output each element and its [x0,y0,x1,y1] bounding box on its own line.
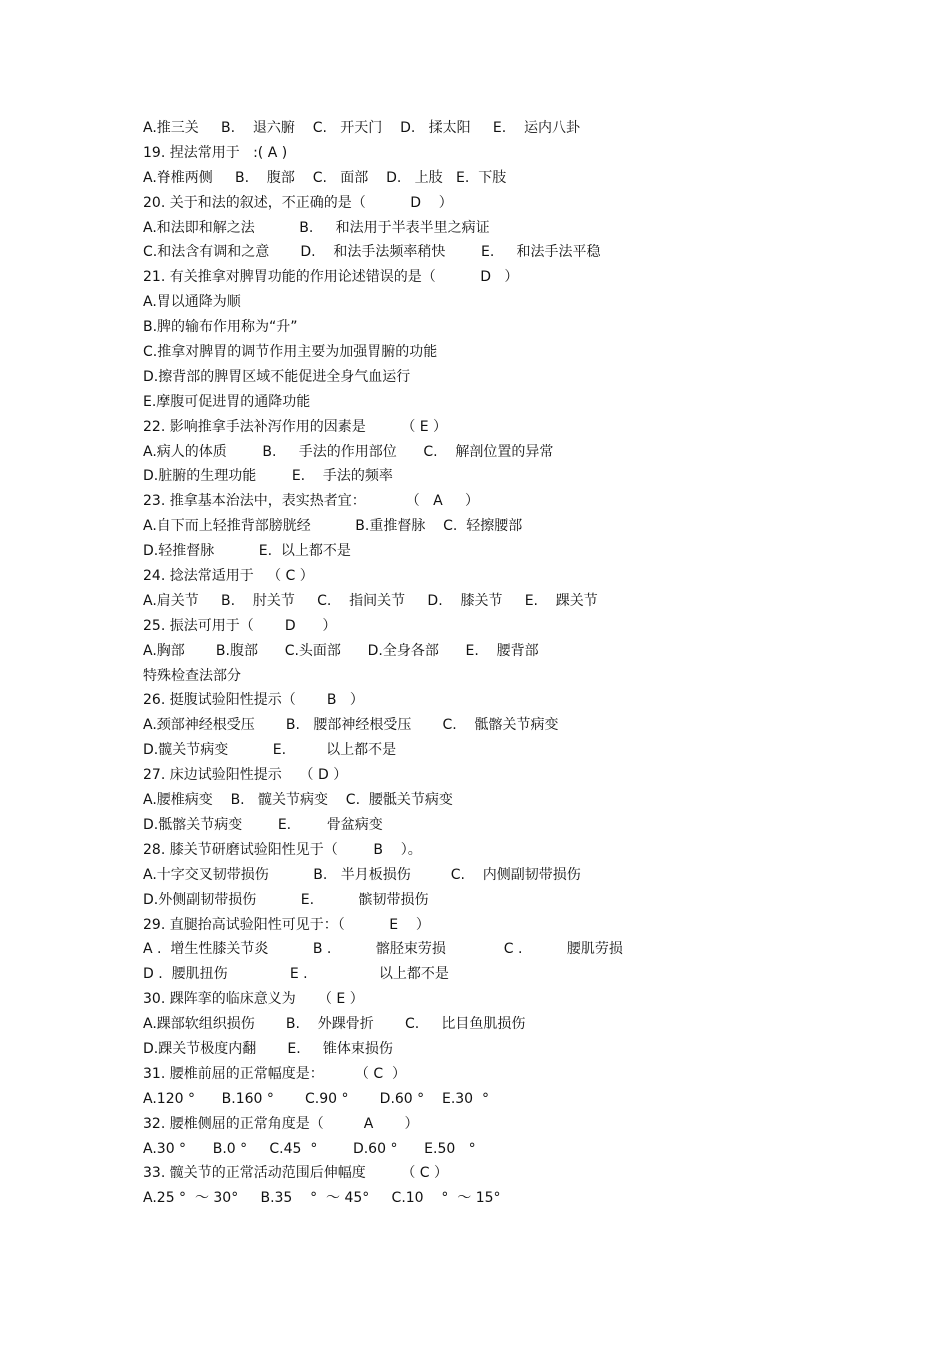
question-20: 20. 关于和法的叙述，不正确的是（ D ） [143,194,453,211]
options-22-b: D.脏腑的生理功能 E. 手法的频率 [143,468,393,485]
options-30-b: D.踝关节极度内翻 E. 锥体束损伤 [143,1040,393,1057]
options-28-a: A.十字交叉韧带损伤 B. 半月板损伤 C. 内侧副韧带损伤 [143,866,581,883]
option-21-c: C.推拿对脾胃的调节作用主要为加强胃腑的功能 [143,344,438,361]
document-body [143,116,903,1211]
options-28-b: D.外侧副韧带损伤 E. 髌韧带损伤 [143,891,429,908]
option-21-e: E.摩腹可促进胃的通降功能 [143,393,311,410]
question-29: 29. 直腿抬高试验阳性可见于：（ E ） [143,916,430,933]
text-line: A.推三关 B. 退六腑 C. 开天门 D. 揉太阳 E. 运内八卦 [143,120,580,136]
question-22: 22. 影响推拿手法补泻作用的因素是 （ E ） [143,418,448,435]
option-21-a: A.胃以通降为顺 [143,294,241,311]
question-24: 24. 捻法常适用于 （ C ） [143,568,314,585]
options-31: A.120 ° B.160 ° C.90 ° D.60 ° E.30 ° [143,1090,489,1107]
options-30-a: A.踝部软组织损伤 B. 外踝骨折 C. 比目鱼肌损伤 [143,1016,526,1033]
section-heading: 特殊检查法部分 [143,667,241,684]
options-27-b: D.骶髂关节病变 E. 骨盆病变 [143,816,383,833]
option-21-b: B.脾的输布作用称为“升” [143,319,298,336]
options-20-b: C.和法含有调和之意 D. 和法手法频率稍快 E. 和法手法平稳 [143,244,601,261]
options-29-b: D . 腰肌扭伤 E . 以上都不是 [143,966,449,983]
options-33: A.25 ° ～ 30° B.35 ° ～ 45° C.10 ° ～ 15° [143,1190,501,1207]
question-33: 33. 髋关节的正常活动范围后伸幅度 （ C ） [143,1165,448,1182]
question-26: 26. 挺腹试验阳性提示（ B ） [143,692,364,709]
options-20-a: A.和法即和解之法 B. 和法用于半表半里之病证 [143,219,490,236]
question-30: 30. 踝阵挛的临床意义为 （ E ） [143,991,364,1008]
question-25: 25. 振法可用于（ D ） [143,617,337,634]
options-24: A.肩关节 B. 肘关节 C. 指间关节 D. 膝关节 E. 踝关节 [143,592,598,609]
question-32: 32. 腰椎侧屈的正常角度是（ A ） [143,1115,419,1132]
options-23-b: D.轻推督脉 E. 以上都不是 [143,543,351,560]
options-22-a: A.病人的体质 B. 手法的作用部位 C. 解剖位置的异常 [143,443,554,460]
options-23-a: A.自下而上轻推背部膀胱经 B.重推督脉 C. 轻擦腰部 [143,518,523,535]
options-25: A.胸部 B.腹部 C.头面部 D.全身各部 E. 腰背部 [143,642,539,659]
options-19: A.脊椎两侧 B. 腹部 C. 面部 D. 上肢 E. 下肢 [143,169,507,186]
option-21-d: D.擦背部的脾胃区域不能促进全身气血运行 [143,368,411,385]
question-23: 23. 推拿基本治法中，表实热者宜： （ A ） [143,493,479,510]
question-21: 21. 有关推拿对脾胃功能的作用论述错误的是（ D ） [143,269,519,286]
options-32: A.30 ° B.0 ° C.45 ° D.60 ° E.50 ° [143,1140,476,1157]
question-31: 31. 腰椎前屈的正常幅度是： （ C ） [143,1065,406,1082]
options-26-b: D.髋关节病变 E. 以上都不是 [143,742,397,759]
question-27: 27. 床边试验阳性提示 （ D ） [143,767,348,784]
options-26-a: A.颈部神经根受压 B. 腰部神经根受压 C. 骶髂关节病变 [143,717,559,734]
question-28: 28. 膝关节研磨试验阳性见于（ B ）。 [143,841,422,858]
question-19: 19. 捏法常用于 :( A ) [143,144,288,161]
options-29-a: A . 增生性膝关节炎 B . 髂胫束劳损 C . 腰肌劳损 [143,941,623,958]
options-27-a: A.腰椎病变 B. 髋关节病变 C. 腰骶关节病变 [143,792,453,809]
